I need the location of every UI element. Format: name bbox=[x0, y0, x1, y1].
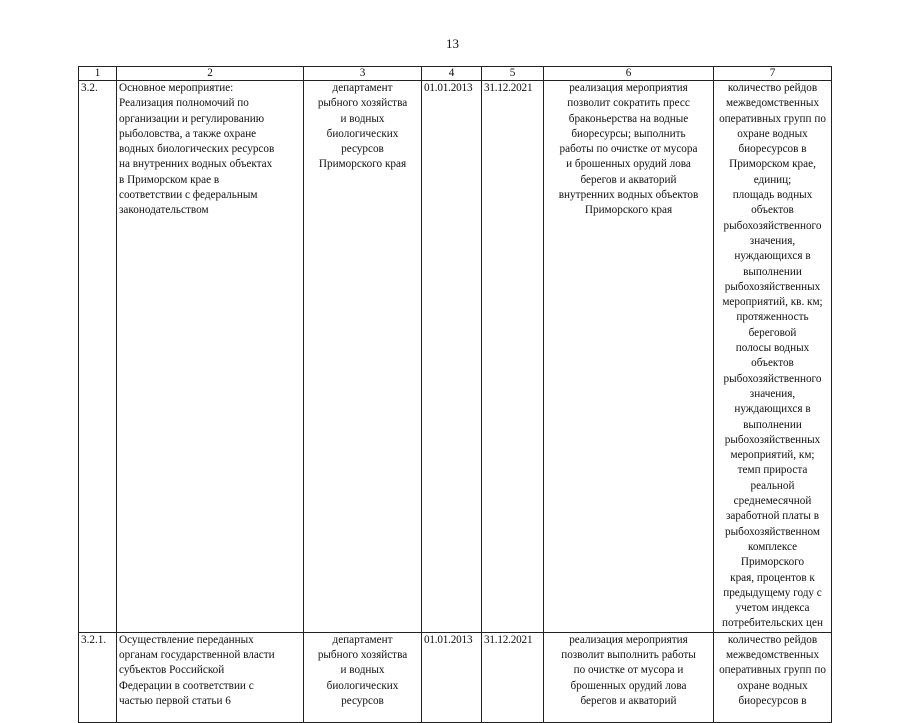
start-date: 01.01.2013 bbox=[424, 633, 473, 646]
column-header: 2 bbox=[117, 67, 304, 81]
expected-result-cell bbox=[544, 632, 714, 722]
row-number-cell bbox=[79, 632, 117, 722]
executor: департамент рыбного хозяйства и водных биологических ресурсов bbox=[317, 633, 408, 707]
activity-name-cell bbox=[117, 632, 304, 722]
row-number: 3.2. bbox=[81, 82, 98, 94]
executor: департамент рыбного хозяйства и водных биологических ресурсов Приморского края bbox=[317, 82, 408, 171]
column-header: 1 bbox=[79, 67, 117, 81]
row-number: 3.2.1. bbox=[81, 633, 107, 646]
expected-result-cell bbox=[544, 81, 714, 633]
start-date-cell bbox=[422, 632, 482, 722]
activity-name-cell bbox=[117, 81, 304, 633]
end-date: 31.12.2021 bbox=[484, 633, 533, 646]
expected-result: реализация мероприятия позволит выполнить работы по очистке от мусора и брошенных орудий лова берегов и акваторий bbox=[561, 633, 696, 707]
indicators-cell bbox=[714, 81, 832, 633]
end-date-cell bbox=[482, 81, 544, 633]
column-number-row bbox=[79, 67, 832, 81]
column-header: 7 bbox=[714, 67, 832, 81]
program-activities-table bbox=[78, 66, 832, 723]
activity-name: Основное мероприятие: Реализация полномочий по организации и регулированию рыболовства, а также охране водных биологических ресурсов на внутренних водных объектах в Приморском крае в соответствии с федеральным законодательством bbox=[119, 82, 275, 217]
page-number: 13 bbox=[446, 36, 459, 51]
executor-cell bbox=[304, 81, 422, 633]
activity-name: Осуществление переданных органам государственной власти субъектов Российской Федерации в соответствии с частью первой статьи 6 bbox=[119, 633, 275, 707]
expected-result: реализация мероприятия позволит сократить пресс браконьерства на водные биоресурсы; выполнить работы по очистке от мусора и брошенных орудий лова берегов и акваторий внутренних водных объектов Приморского края bbox=[558, 82, 699, 217]
executor-cell bbox=[304, 632, 422, 722]
column-header: 3 bbox=[304, 67, 422, 81]
table-row bbox=[79, 81, 832, 633]
table-row bbox=[79, 632, 832, 722]
indicators: количество рейдов межведомственных оперативных групп по охране водных биоресурсов в bbox=[719, 633, 826, 707]
indicators-cell bbox=[714, 632, 832, 722]
column-header: 5 bbox=[482, 67, 544, 81]
start-date-cell bbox=[422, 81, 482, 633]
end-date: 31.12.2021 bbox=[484, 82, 533, 94]
indicators: количество рейдов межведомственных оперативных групп по охране водных биоресурсов в Приморском крае, единиц; площадь водных объектов рыбохозяйственного значения, нуждающихся в выполнении рыбохозяйственных мероприятий, кв. км; протяженность береговой полосы водных объектов рыбохозяйственного значения, нуждающихся в выполнении рыбохозяйственных мероприятий, км; темп прироста реальной среднемесячной заработной платы в рыбохозяйственном комплексе Приморского края, процентов к предыдущему году с учетом индекса потребительских цен bbox=[719, 82, 826, 630]
column-header: 4 bbox=[422, 67, 482, 81]
row-number-cell bbox=[79, 81, 117, 633]
column-header: 6 bbox=[544, 67, 714, 81]
end-date-cell bbox=[482, 632, 544, 722]
start-date: 01.01.2013 bbox=[424, 82, 473, 94]
